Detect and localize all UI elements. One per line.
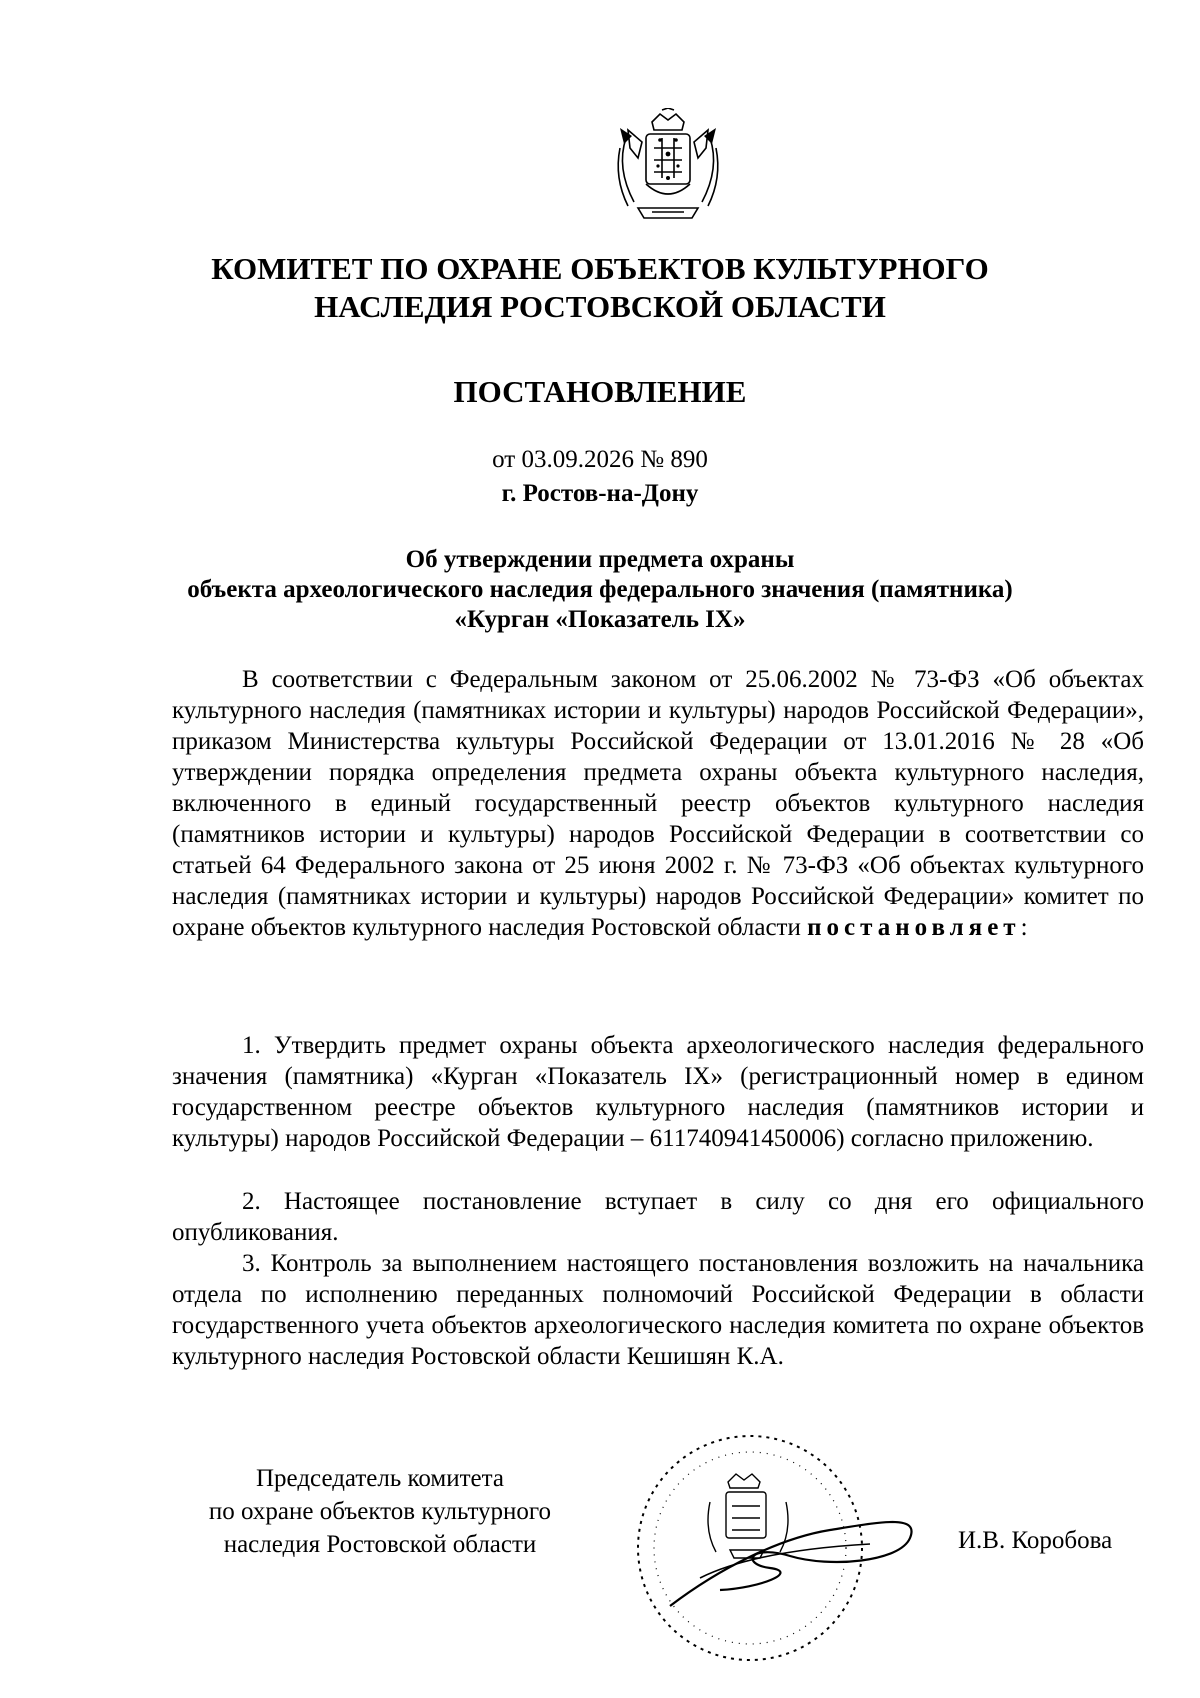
organization-name-line-1: КОМИТЕТ ПО ОХРАНЕ ОБЪЕКТОВ КУЛЬТУРНОГО: [211, 251, 989, 286]
document-type-title: ПОСТАНОВЛЕНИЕ: [453, 374, 747, 409]
signer-title-line-3: наследия Ростовской области: [223, 1531, 537, 1558]
subject-line-3: «Курган «Показатель IX»: [454, 606, 746, 633]
subject-line-2: объекта археологического наследия федерального значения (памятника): [187, 576, 1013, 603]
signer-title-line-2: по охране объектов культурного: [208, 1498, 552, 1525]
official-stamp-with-signature: [630, 1418, 940, 1678]
subject-line-1: Об утверждении предмета охраны: [405, 546, 795, 573]
item-3: 3. Контроль за выполнением настоящего постановления возложить на начальника отдела по исполнению переданных полномочий Российской Федерации в области государственного учета объектов археологического наследия комитета по охране объектов культурного наследия Ростовской области Кешишян К.А.: [172, 1250, 1144, 1370]
signer-name: И.В. Коробова: [958, 1527, 1113, 1554]
date-and-number: от 03.09.2026 № 890: [492, 446, 708, 473]
signer-title-line-1: Председатель комитета: [256, 1465, 504, 1492]
decree-colon: :: [1020, 914, 1028, 941]
coat-of-arms-emblem: [612, 108, 724, 226]
decree-word: постановляет: [807, 914, 1021, 941]
city: г. Ростов-на-Дону: [501, 480, 699, 507]
item-1: 1. Утвердить предмет охраны объекта археологического наследия федерального значения (памятника) «Курган «Показатель IX» (регистрационный номер в едином государственном реестре объектов культурного наследия (памятников истории и культуры) народов Российской Федерации – 611740941450006) согласно приложению.: [172, 1032, 1144, 1152]
preamble-paragraph: [172, 664, 1144, 943]
organization-name-line-2: НАСЛЕДИЯ РОСТОВСКОЙ ОБЛАСТИ: [314, 289, 886, 324]
preamble-text: В соответствии с Федеральным законом от 25.06.2002 № 73-ФЗ «Об объектах культурного наследия (памятниках истории и культуры) народов Российской Федерации», приказом Министерства культуры Российской Федерации от 13.01.2016 № 28 «Об утверждении порядка определения предмета охраны объекта культурного наследия, включенного в единый государственный реестр объектов культурного наследия (памятников истории и культуры) народов Российской Федерации в соответствии со статьей 64 Федерального закона от 25 июня 2002 г. № 73-ФЗ «Об объектах культурного наследия (памятниках истории и культуры) народов Российской Федерации» комитет по охране объектов культурного наследия Ростовской области: [172, 666, 1144, 941]
item-2: 2. Настоящее постановление вступает в силу со дня его официального опубликования.: [172, 1188, 1144, 1246]
